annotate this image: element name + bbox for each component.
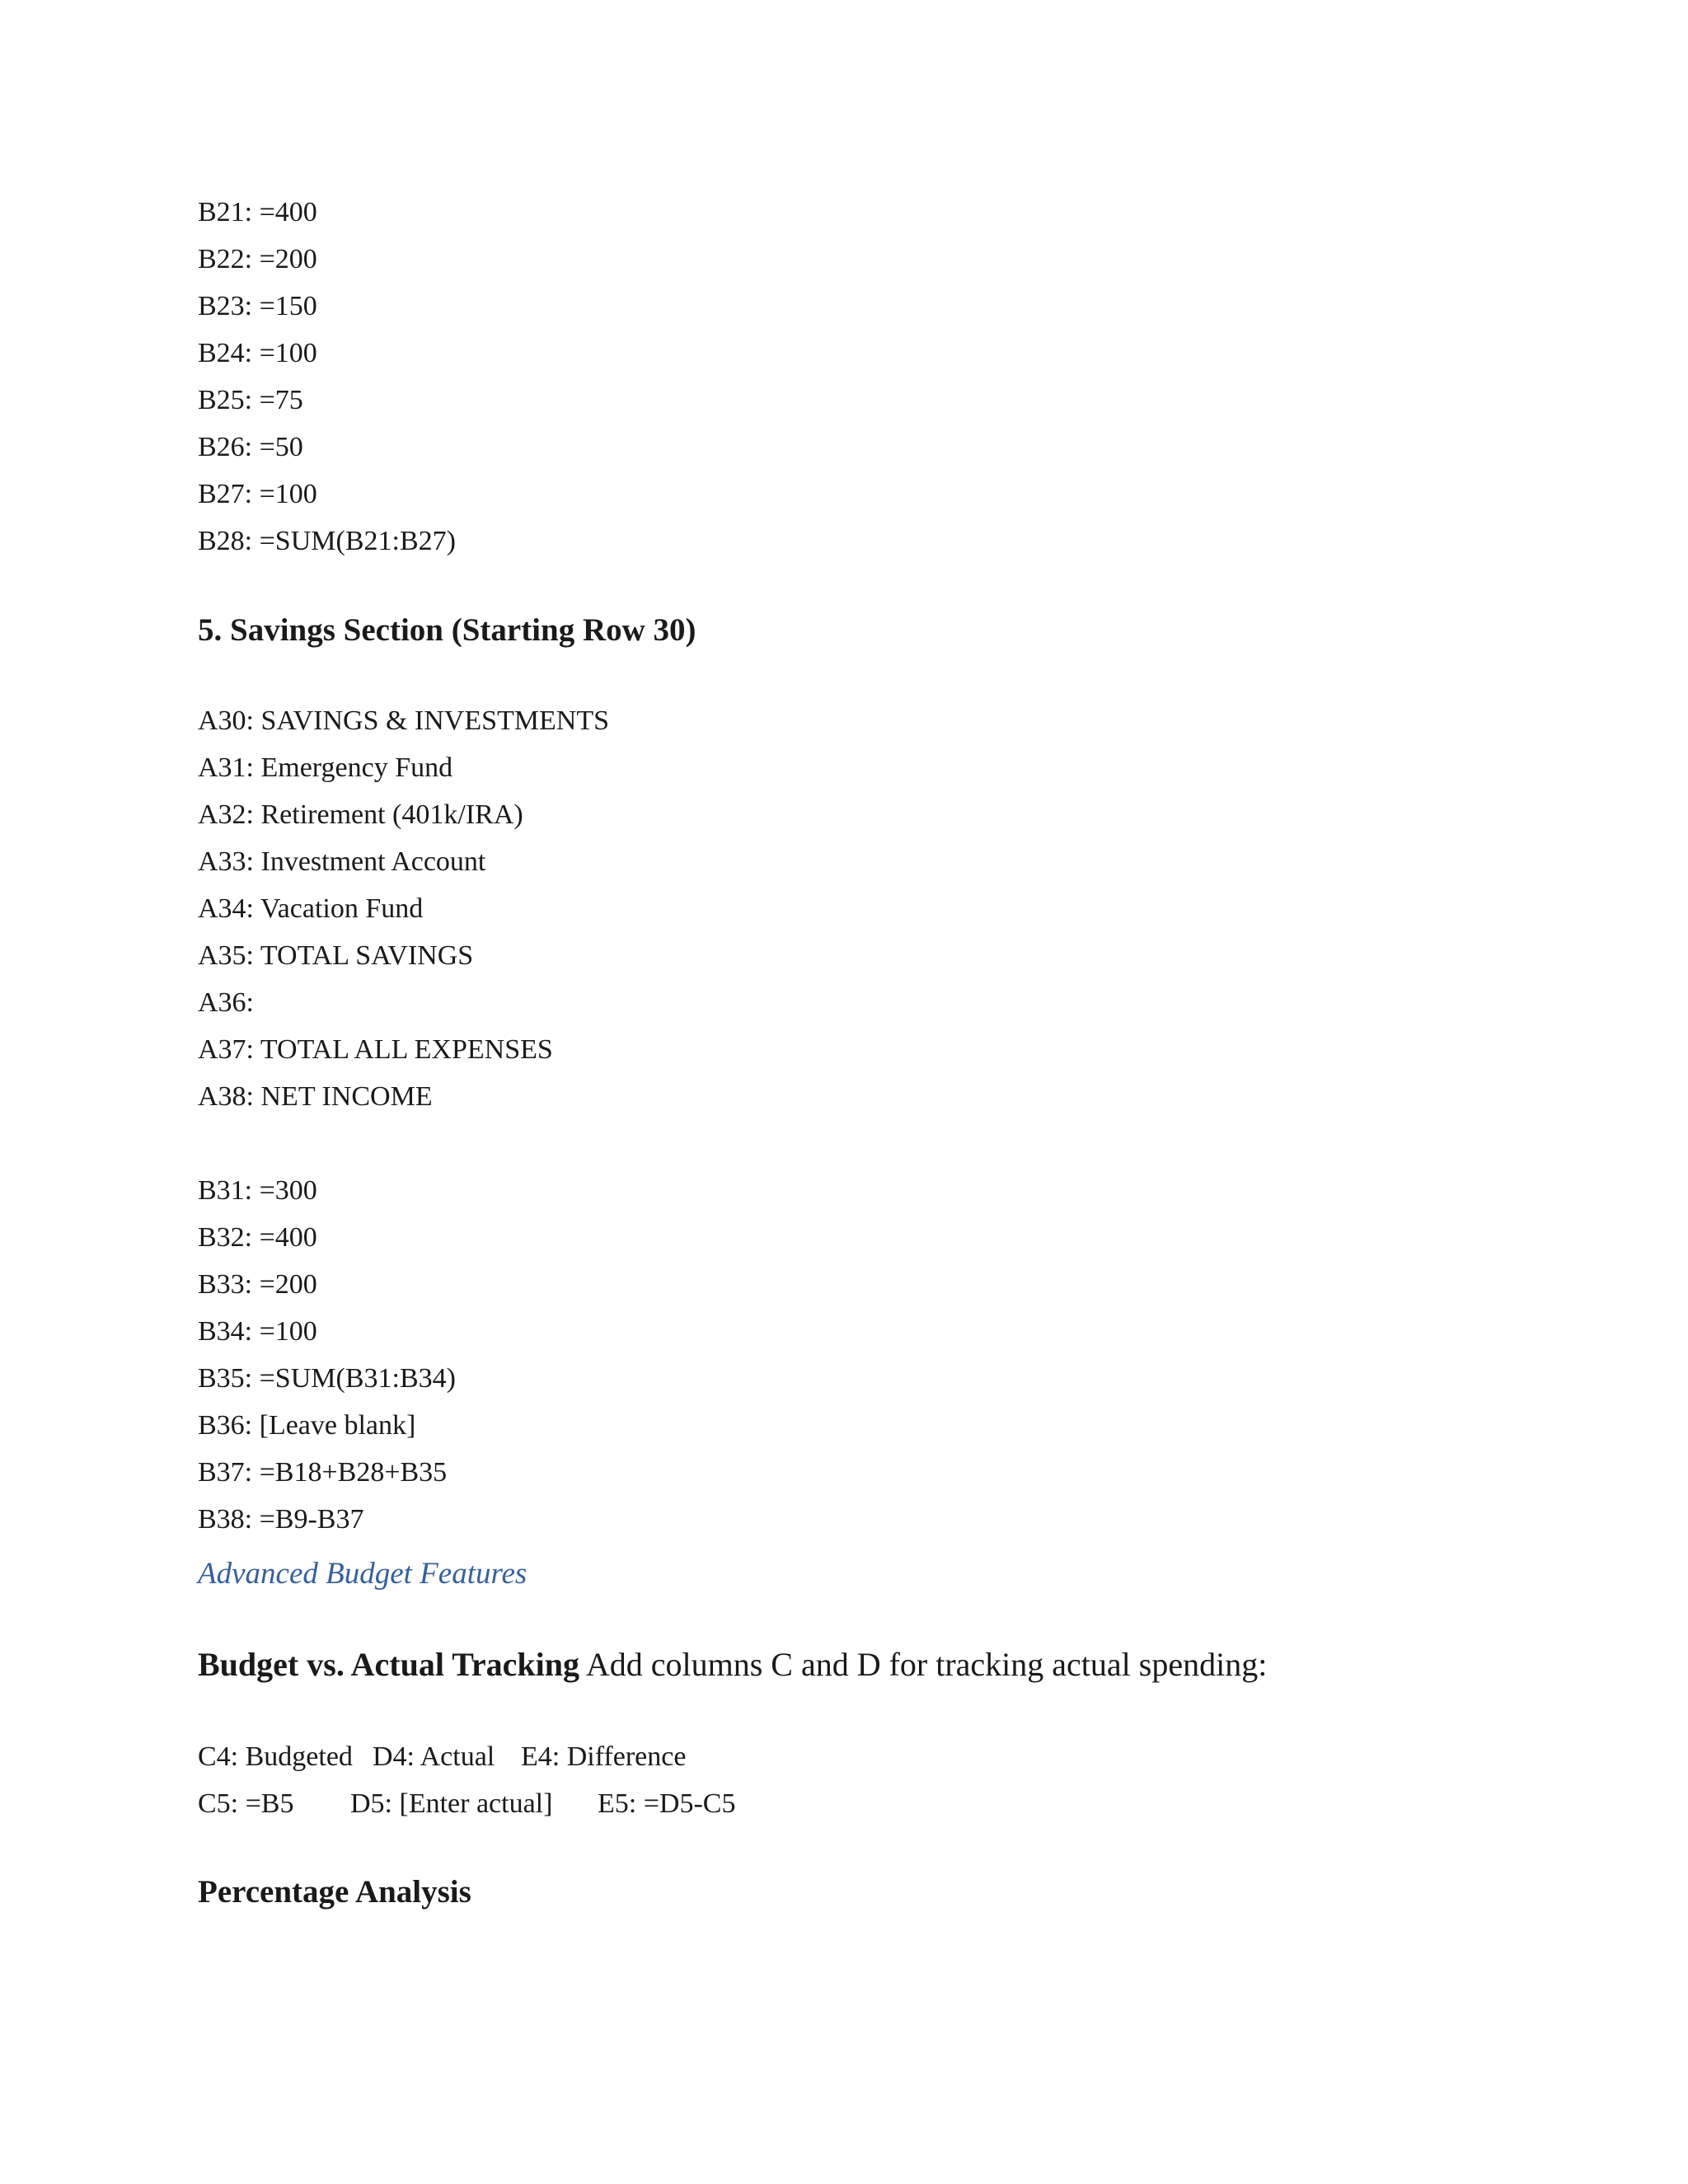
label-line-a30: A30: SAVINGS & INVESTMENTS: [198, 705, 610, 736]
tracking-cell-c5: C5: =B5: [198, 1788, 294, 1819]
formula-line-b33: B33: =200: [198, 1269, 317, 1300]
percentage-analysis-heading: Percentage Analysis: [198, 1874, 471, 1910]
formula-line-b34: B34: =100: [198, 1316, 317, 1347]
formula-line-b28: B28: =SUM(B21:B27): [198, 526, 456, 556]
budget-vs-actual-title: Budget vs. Actual Tracking: [198, 1646, 580, 1683]
budget-vs-actual-text: Add columns C and D for tracking actual spending:: [579, 1646, 1268, 1683]
advanced-budget-features-heading: Advanced Budget Features: [198, 1557, 528, 1591]
label-line-a33: A33: Investment Account: [198, 846, 486, 877]
label-line-a32: A32: Retirement (401k/IRA): [198, 799, 523, 830]
label-line-a31: A31: Emergency Fund: [198, 752, 453, 783]
formula-line-b22: B22: =200: [198, 244, 317, 274]
label-line-a38: A38: NET INCOME: [198, 1081, 433, 1112]
label-line-a36: A36:: [198, 987, 254, 1018]
savings-section-heading: 5. Savings Section (Starting Row 30): [198, 612, 696, 648]
formula-line-b25: B25: =75: [198, 385, 303, 415]
label-line-a37: A37: TOTAL ALL EXPENSES: [198, 1034, 553, 1065]
tracking-cell-d5: D5: [Enter actual]: [350, 1788, 553, 1819]
formula-line-b27: B27: =100: [198, 479, 317, 509]
label-line-a34: A34: Vacation Fund: [198, 893, 424, 924]
formula-line-b24: B24: =100: [198, 338, 317, 368]
tracking-cell-d4: D4: Actual: [373, 1741, 495, 1772]
formula-line-b21: B21: =400: [198, 197, 317, 227]
formula-line-b38: B38: =B9-B37: [198, 1504, 364, 1535]
tracking-cell-e5: E5: =D5-C5: [598, 1788, 736, 1819]
formula-line-b37: B37: =B18+B28+B35: [198, 1457, 448, 1488]
formula-line-b26: B26: =50: [198, 432, 303, 462]
tracking-cell-e4: E4: Difference: [521, 1741, 687, 1772]
budget-vs-actual-paragraph: [198, 1645, 1267, 1685]
formula-line-b32: B32: =400: [198, 1222, 317, 1253]
formula-line-b35: B35: =SUM(B31:B34): [198, 1363, 456, 1394]
label-line-a35: A35: TOTAL SAVINGS: [198, 940, 474, 971]
formula-line-b36: B36: [Leave blank]: [198, 1410, 416, 1441]
tracking-cell-c4: C4: Budgeted: [198, 1741, 353, 1772]
formula-line-b23: B23: =150: [198, 291, 317, 321]
formula-line-b31: B31: =300: [198, 1175, 317, 1206]
